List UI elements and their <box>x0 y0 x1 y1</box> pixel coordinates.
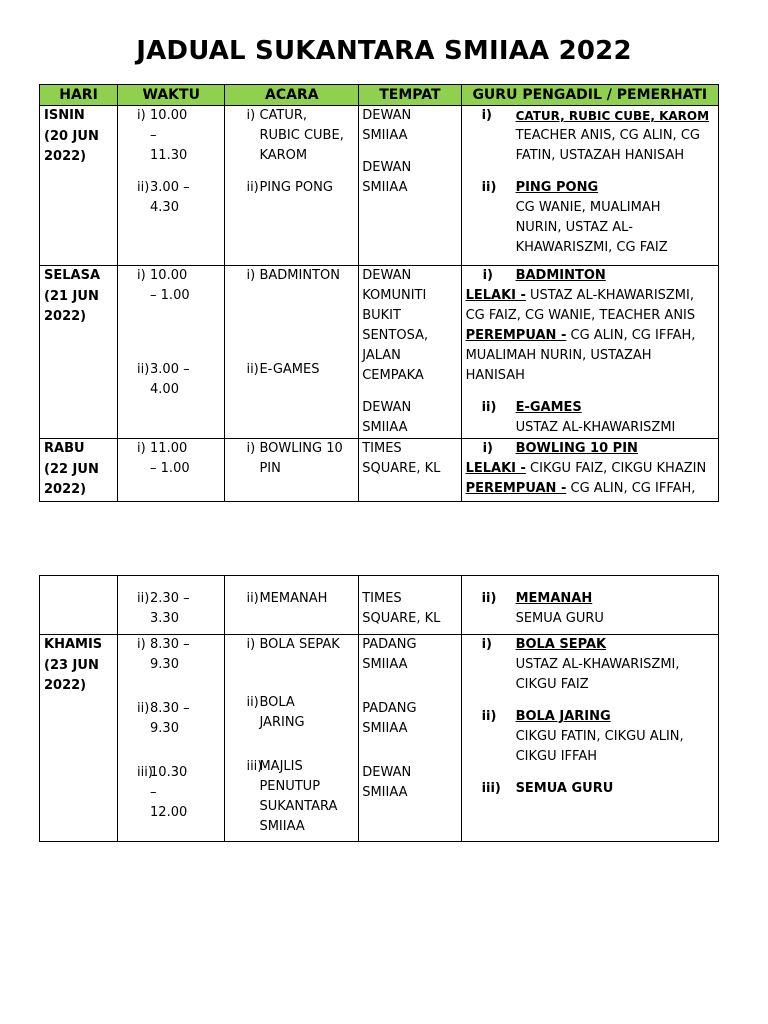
day-cell-isnin <box>40 106 118 266</box>
cell-text: 3.30 <box>150 611 179 626</box>
event-cell <box>225 266 359 439</box>
cell-text: ii) <box>137 362 150 377</box>
venue-cell <box>359 635 461 842</box>
cell-text: MEMANAH <box>515 591 593 606</box>
cell-text: NURIN, USTAZ AL- <box>515 220 633 235</box>
cell-text: PIN <box>259 461 281 476</box>
cell-text: 9.30 <box>150 721 179 736</box>
time-cell <box>118 439 225 502</box>
cell-text: 8.30 – <box>150 701 190 716</box>
cell-text: BOWLING 10 <box>259 441 343 456</box>
cell-text: (22 JUN <box>44 461 99 477</box>
cell-text: i) <box>246 108 256 123</box>
cell-text: CIKGU FAIZ, CIKGU KHAZIN <box>525 461 707 476</box>
cell-text: iii) <box>137 765 153 780</box>
cell-text: BOLA SEPAK <box>259 637 340 652</box>
cell-text: SMIIAA <box>362 721 408 736</box>
cell-text: SEMUA GURU <box>515 611 604 626</box>
cell-text: SMIIAA <box>259 819 305 834</box>
cell-text: 4.00 <box>150 382 179 397</box>
cell-text: i) <box>246 268 256 283</box>
cell-text: iii) <box>246 759 263 774</box>
cell-text: ii) <box>481 709 497 724</box>
day-cell-empty <box>40 576 118 635</box>
cell-text: SMIIAA <box>362 657 408 672</box>
cell-text: 10.00 <box>150 108 188 123</box>
cell-text: BOWLING 10 PIN <box>515 441 638 456</box>
cell-text: TEACHER ANIS, CG ALIN, CG <box>515 128 700 143</box>
cell-text: i) <box>482 441 493 456</box>
cell-text: 2022) <box>44 149 87 164</box>
teacher-cell <box>461 106 718 266</box>
cell-text: SMIIAA <box>362 128 408 143</box>
time-cell <box>118 635 225 842</box>
cell-text: MUALIMAH NURIN, USTAZAH <box>465 348 652 363</box>
cell-text: BADMINTON <box>515 268 606 283</box>
cell-text: CG FAIZ, CG WANIE, TEACHER ANIS <box>465 308 696 323</box>
header-guru: GURU PENGADIL / PEMERHATI <box>461 85 718 106</box>
header-tempat: TEMPAT <box>359 85 461 106</box>
cell-text: – 1.00 <box>150 288 190 303</box>
cell-text: HANISAH <box>465 368 525 383</box>
cell-text: ii) <box>246 180 259 195</box>
cell-text: PADANG <box>362 637 417 652</box>
cell-text: i) <box>481 637 492 652</box>
cell-text: 9.30 <box>150 657 179 672</box>
cell-text: (20 JUN <box>44 128 99 144</box>
cell-text: 11.00 <box>150 441 188 456</box>
cell-text: – <box>150 128 157 143</box>
time-cell <box>118 106 225 266</box>
cell-text: CEMPAKA <box>362 368 424 383</box>
cell-text: ii) <box>246 695 259 710</box>
time-cell <box>118 576 225 635</box>
event-cell <box>225 106 359 266</box>
cell-text: DEWAN <box>362 268 412 283</box>
cell-text: KAROM <box>259 148 308 163</box>
cell-text: i) <box>137 108 146 123</box>
day-cell-khamis <box>40 635 118 842</box>
table-header-row <box>40 85 719 106</box>
header-waktu: WAKTU <box>118 85 225 106</box>
cell-text: i) <box>246 637 256 652</box>
cell-text: DEWAN <box>362 160 412 175</box>
cell-text: ii) <box>137 591 150 606</box>
cell-text: iii) <box>481 781 501 796</box>
cell-text: SEMUA GURU <box>515 781 614 796</box>
venue-cell <box>359 439 461 502</box>
cell-text: i) <box>481 108 492 123</box>
cell-text: RUBIC CUBE, <box>259 128 344 143</box>
cell-text: SQUARE, KL <box>362 461 441 476</box>
cell-text: E-GAMES <box>259 362 320 377</box>
table-row <box>40 266 719 439</box>
venue-cell <box>359 266 461 439</box>
cell-text: 2.30 – <box>150 591 190 606</box>
cell-text: 3.00 – <box>150 362 190 377</box>
day-cell-selasa <box>40 266 118 439</box>
cell-text: CIKGU IFFAH <box>515 749 597 764</box>
cell-text: SMIIAA <box>362 785 408 800</box>
table-row <box>40 635 719 842</box>
day-cell-rabu <box>40 439 118 502</box>
cell-text: E-GAMES <box>515 400 582 415</box>
cell-text: ISNIN <box>44 108 85 123</box>
cell-text: PADANG <box>362 701 417 716</box>
cell-text: ii) <box>137 701 150 716</box>
cell-text: ii) <box>246 362 259 377</box>
cell-text: 2022) <box>44 482 87 497</box>
cell-text: USTAZ AL-KHAWARISZMI, <box>515 657 680 672</box>
cell-text: DEWAN <box>362 400 412 415</box>
cell-text: DEWAN <box>362 108 412 123</box>
cell-text: – <box>150 785 157 800</box>
cell-text: i) <box>246 441 256 456</box>
cell-text: – 1.00 <box>150 461 190 476</box>
cell-text: 2022) <box>44 678 87 693</box>
cell-text: CIKGU FAIZ <box>515 677 589 692</box>
event-cell <box>225 576 359 635</box>
cell-text: SQUARE, KL <box>362 611 441 626</box>
cell-text: CG WANIE, MUALIMAH <box>515 200 661 215</box>
cell-text: SMIIAA <box>362 180 408 195</box>
table-row <box>40 439 719 502</box>
cell-text: CG ALIN, CG IFFAH, <box>566 481 696 496</box>
cell-text: CIKGU FATIN, CIKGU ALIN, <box>515 729 684 744</box>
cell-text: RABU <box>44 441 85 456</box>
cell-text: i) <box>137 268 146 283</box>
cell-text: LELAKI - <box>465 461 526 476</box>
schedule-table-page-2 <box>39 575 719 842</box>
teacher-cell <box>461 576 718 635</box>
cell-text: MAJLIS <box>259 759 303 774</box>
cell-text: BUKIT <box>362 308 401 323</box>
cell-text: PING PONG <box>515 180 599 195</box>
cell-text: SUKANTARA <box>259 799 338 814</box>
cell-text: BOLA <box>259 695 295 710</box>
cell-text: BADMINTON <box>259 268 340 283</box>
schedule-table-page-1 <box>39 84 719 502</box>
cell-text: ii) <box>481 591 497 606</box>
table-row <box>40 106 719 266</box>
cell-text: CATUR, RUBIC CUBE, KAROM <box>515 109 710 123</box>
teacher-cell <box>461 439 718 502</box>
cell-text: MEMANAH <box>259 591 328 606</box>
cell-text: i) <box>137 637 146 652</box>
cell-text: ii) <box>246 591 259 606</box>
teacher-cell <box>461 266 718 439</box>
table-row <box>40 576 719 635</box>
cell-text: PEREMPUAN - <box>465 328 567 343</box>
cell-text: KHAMIS <box>44 637 103 652</box>
cell-text: 12.00 <box>150 805 188 820</box>
time-cell <box>118 266 225 439</box>
cell-text: 10.00 <box>150 268 188 283</box>
cell-text: TIMES <box>362 591 402 606</box>
cell-text: PENUTUP <box>259 779 321 794</box>
cell-text: JALAN <box>362 348 401 363</box>
cell-text: SENTOSA, <box>362 328 429 343</box>
cell-text: LELAKI - <box>465 288 526 303</box>
cell-text: 8.30 – <box>150 637 190 652</box>
cell-text: PEREMPUAN - <box>465 481 567 496</box>
cell-text: JARING <box>259 715 305 730</box>
cell-text: ii) <box>481 180 497 195</box>
cell-text: ii) <box>481 400 497 415</box>
cell-text: BOLA JARING <box>515 709 611 724</box>
event-cell <box>225 635 359 842</box>
cell-text: i) <box>137 441 146 456</box>
cell-text: USTAZ AL-KHAWARISZMI <box>515 420 676 435</box>
cell-text: 4.30 <box>150 200 179 215</box>
cell-text: TIMES <box>362 441 402 456</box>
cell-text: 10.30 <box>150 765 188 780</box>
cell-text: KOMUNITI <box>362 288 427 303</box>
cell-text: ii) <box>137 180 150 195</box>
cell-text: CG ALIN, CG IFFAH, <box>566 328 696 343</box>
header-hari: HARI <box>40 85 118 106</box>
cell-text: FATIN, USTAZAH HANISAH <box>515 148 685 163</box>
header-acara: ACARA <box>225 85 359 106</box>
cell-text: BOLA SEPAK <box>515 637 607 652</box>
cell-text: SELASA <box>44 268 101 283</box>
cell-text: i) <box>482 268 493 283</box>
venue-cell <box>359 106 461 266</box>
cell-text: DEWAN <box>362 765 412 780</box>
cell-text: 11.30 <box>150 148 188 163</box>
teacher-cell <box>461 635 718 842</box>
cell-text: SMIIAA <box>362 420 408 435</box>
cell-text: (23 JUN <box>44 657 99 673</box>
cell-text: KHAWARISZMI, CG FAIZ <box>515 240 668 255</box>
venue-cell <box>359 576 461 635</box>
cell-text: PING PONG <box>259 180 333 195</box>
cell-text: 3.00 – <box>150 180 190 195</box>
cell-text: 2022) <box>44 309 87 324</box>
event-cell <box>225 439 359 502</box>
document-title: JADUAL SUKANTARA SMIIAA 2022 <box>136 36 632 66</box>
cell-text: CATUR, <box>259 108 308 123</box>
cell-text: USTAZ AL-KHAWARISZMI, <box>525 288 694 303</box>
cell-text: (21 JUN <box>44 288 99 304</box>
